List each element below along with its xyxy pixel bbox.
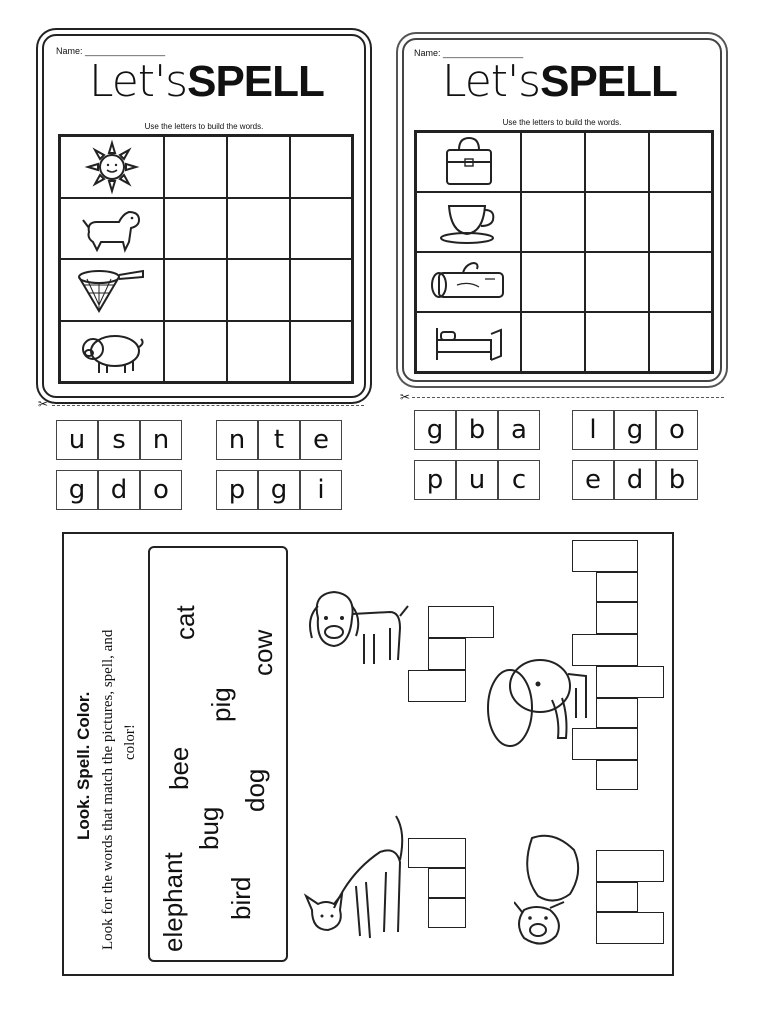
bed-icon bbox=[431, 320, 507, 364]
answer-cell[interactable] bbox=[290, 321, 352, 382]
picture-cell-sun bbox=[60, 136, 164, 198]
letter-box[interactable] bbox=[596, 602, 638, 634]
letter-tile[interactable]: i bbox=[300, 470, 342, 510]
letter-tile[interactable]: n bbox=[140, 420, 182, 460]
letter-tile[interactable]: e bbox=[572, 460, 614, 500]
letter-tiles-row bbox=[414, 410, 540, 450]
letter-box[interactable] bbox=[408, 670, 466, 702]
pig-icon bbox=[514, 832, 586, 952]
spelling-grid bbox=[414, 130, 714, 374]
letter-tiles-row bbox=[56, 470, 182, 510]
letter-tile[interactable]: p bbox=[216, 470, 258, 510]
letter-tile[interactable]: g bbox=[614, 410, 656, 450]
answer-cell[interactable] bbox=[521, 312, 585, 372]
letter-tile[interactable]: c bbox=[498, 460, 540, 500]
answer-cell[interactable] bbox=[521, 192, 585, 252]
title-lets: Let's bbox=[442, 56, 541, 107]
letter-tile[interactable]: b bbox=[656, 460, 698, 500]
letter-box[interactable] bbox=[428, 868, 466, 898]
letter-box[interactable] bbox=[428, 638, 466, 670]
answer-cell[interactable] bbox=[290, 198, 352, 259]
instruction-text: Use the letters to build the words. bbox=[502, 118, 622, 127]
letter-box[interactable] bbox=[572, 634, 638, 666]
letter-tile[interactable]: u bbox=[56, 420, 98, 460]
letter-tile[interactable]: p bbox=[414, 460, 456, 500]
letter-box[interactable] bbox=[596, 572, 638, 602]
word-cat[interactable]: cat bbox=[170, 605, 200, 640]
answer-cell[interactable] bbox=[649, 312, 712, 372]
answer-cell[interactable] bbox=[521, 252, 585, 312]
word-elephant[interactable]: elephant bbox=[158, 852, 188, 952]
letter-tile[interactable]: t bbox=[258, 420, 300, 460]
cut-line bbox=[52, 405, 364, 406]
letter-box[interactable] bbox=[572, 728, 638, 760]
answer-cell[interactable] bbox=[649, 192, 712, 252]
worksheet-instruction-cont: color! bbox=[122, 724, 138, 760]
answer-cell[interactable] bbox=[585, 252, 649, 312]
page-title bbox=[89, 56, 324, 107]
answer-cell[interactable] bbox=[164, 259, 227, 321]
answer-cell[interactable] bbox=[227, 321, 290, 382]
letter-tile[interactable]: g bbox=[258, 470, 300, 510]
answer-cell[interactable] bbox=[164, 321, 227, 382]
word-pig[interactable]: pig bbox=[206, 687, 236, 722]
letter-tile[interactable]: u bbox=[456, 460, 498, 500]
letter-tile[interactable]: b bbox=[456, 410, 498, 450]
letter-tile[interactable]: d bbox=[98, 470, 140, 510]
scissors-icon: ✂ bbox=[400, 390, 411, 404]
answer-cell[interactable] bbox=[227, 259, 290, 321]
word-dog[interactable]: dog bbox=[240, 768, 270, 812]
answer-cell[interactable] bbox=[521, 132, 585, 192]
picture-cell-pig bbox=[60, 321, 164, 382]
scissors-icon: ✂ bbox=[38, 397, 49, 411]
letter-tile[interactable]: o bbox=[656, 410, 698, 450]
answer-cell[interactable] bbox=[227, 136, 290, 198]
answer-cell[interactable] bbox=[164, 136, 227, 198]
picture-cell-net bbox=[60, 259, 164, 321]
letter-tile[interactable]: s bbox=[98, 420, 140, 460]
answer-cell[interactable] bbox=[290, 136, 352, 198]
bag-icon bbox=[441, 136, 497, 188]
letter-tiles-row bbox=[56, 420, 182, 460]
dog-icon bbox=[79, 202, 145, 256]
letter-box[interactable] bbox=[596, 850, 664, 882]
worksheet-heading: Look. Spell. Color. bbox=[74, 691, 93, 840]
worksheet-left bbox=[42, 34, 366, 398]
picture-cell-bed bbox=[416, 312, 521, 372]
letter-tile[interactable]: l bbox=[572, 410, 614, 450]
letter-tile[interactable]: e bbox=[300, 420, 342, 460]
letter-tiles-row bbox=[572, 460, 698, 500]
picture-cell-dog bbox=[60, 198, 164, 259]
letter-box[interactable] bbox=[428, 606, 494, 638]
word-bird[interactable]: bird bbox=[226, 876, 256, 920]
letter-box[interactable] bbox=[596, 760, 638, 790]
worksheet-right bbox=[402, 38, 722, 382]
answer-cell[interactable] bbox=[585, 132, 649, 192]
title-lets: Let's bbox=[89, 56, 188, 107]
word-cow[interactable]: cow bbox=[248, 629, 278, 676]
sun-icon bbox=[84, 139, 140, 195]
letter-box[interactable] bbox=[428, 898, 466, 928]
pig-icon bbox=[79, 327, 145, 377]
instruction-text: Use the letters to build the words. bbox=[144, 122, 264, 131]
letter-tile[interactable]: g bbox=[414, 410, 456, 450]
letter-tile[interactable]: o bbox=[140, 470, 182, 510]
answer-cell[interactable] bbox=[585, 192, 649, 252]
cut-line bbox=[412, 397, 724, 398]
title-spell: SPELL bbox=[187, 57, 324, 106]
letter-box[interactable] bbox=[572, 540, 638, 572]
letter-tiles-row bbox=[216, 420, 342, 460]
answer-cell[interactable] bbox=[227, 198, 290, 259]
picture-cell-bag bbox=[416, 132, 521, 192]
letter-box[interactable] bbox=[596, 698, 638, 728]
letter-tiles-row bbox=[414, 460, 540, 500]
log-icon bbox=[429, 259, 509, 305]
answer-cell[interactable] bbox=[585, 312, 649, 372]
answer-cell[interactable] bbox=[290, 259, 352, 321]
letter-box[interactable] bbox=[596, 912, 664, 944]
worksheet-instruction: Look for the words that match the pictures, spell, and bbox=[100, 629, 116, 950]
picture-cell-cup bbox=[416, 192, 521, 252]
answer-cell[interactable] bbox=[649, 132, 712, 192]
cat-icon bbox=[300, 812, 408, 944]
name-label: Name: ________________ bbox=[414, 48, 524, 58]
letter-box[interactable] bbox=[408, 838, 466, 868]
letter-tile[interactable]: n bbox=[216, 420, 258, 460]
letter-box[interactable] bbox=[596, 666, 664, 698]
letter-tiles-row bbox=[572, 410, 698, 450]
dog-icon bbox=[304, 588, 410, 684]
page-title bbox=[442, 56, 677, 107]
net-icon bbox=[77, 265, 147, 315]
cup-icon bbox=[439, 198, 499, 246]
name-label: Name: ________________ bbox=[56, 46, 166, 56]
answer-cell[interactable] bbox=[164, 198, 227, 259]
word-bug[interactable]: bug bbox=[194, 806, 224, 850]
letter-tile[interactable]: d bbox=[614, 460, 656, 500]
title-spell: SPELL bbox=[540, 57, 677, 106]
letter-tile[interactable]: g bbox=[56, 470, 98, 510]
word-bee[interactable]: bee bbox=[164, 746, 194, 790]
spelling-grid bbox=[58, 134, 354, 384]
letter-box[interactable] bbox=[596, 882, 638, 912]
letter-tile[interactable]: a bbox=[498, 410, 540, 450]
answer-cell[interactable] bbox=[649, 252, 712, 312]
letter-tiles-row bbox=[216, 470, 342, 510]
picture-cell-log bbox=[416, 252, 521, 312]
